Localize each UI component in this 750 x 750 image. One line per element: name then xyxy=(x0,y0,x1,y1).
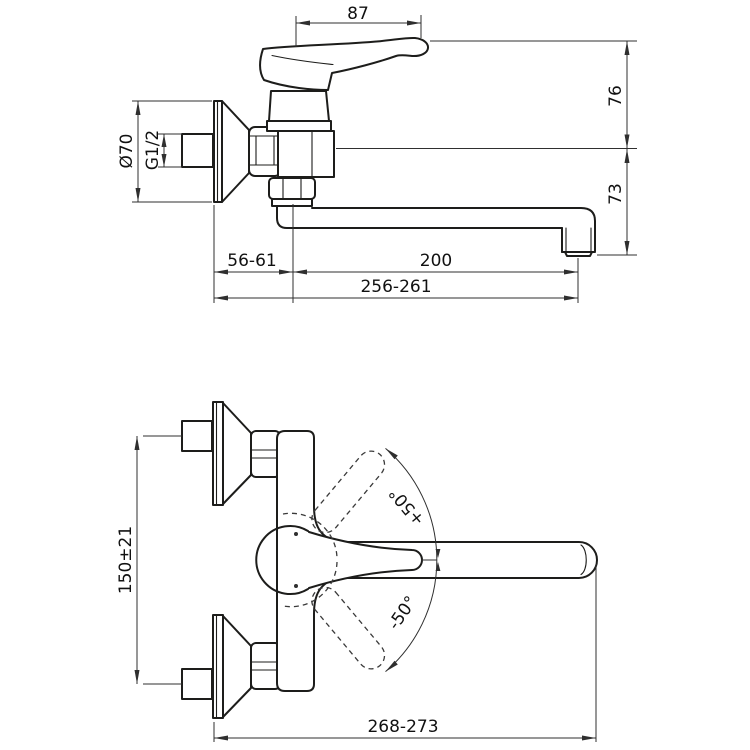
arrowhead xyxy=(293,270,307,275)
eccentric-nut xyxy=(251,431,280,477)
arrowhead xyxy=(135,670,140,684)
dome-dot xyxy=(294,532,298,536)
dim-200-label: 200 xyxy=(419,251,453,271)
side-body xyxy=(278,131,334,177)
dim-76-label: 76 xyxy=(606,85,626,107)
dim-plus50-label: +50° xyxy=(385,482,430,530)
side-spout xyxy=(277,206,595,256)
nut-body xyxy=(249,127,281,176)
arrowhead xyxy=(214,296,228,301)
nut-body xyxy=(269,178,315,199)
arrowhead xyxy=(386,448,398,459)
side-wall-nut xyxy=(249,127,281,176)
side-neck xyxy=(269,91,329,121)
dim-minus50-label: -50° xyxy=(384,592,422,634)
dashed-lever-up xyxy=(306,446,390,538)
arrowhead xyxy=(625,41,630,55)
dashed-lever-down xyxy=(306,582,390,674)
arrowhead xyxy=(296,21,310,26)
arrowhead xyxy=(625,149,630,163)
arrowhead xyxy=(386,661,398,672)
arrowhead xyxy=(407,21,421,26)
front-lever xyxy=(309,532,422,588)
side-spout-nut xyxy=(269,178,315,199)
dim-connection-thread xyxy=(143,130,182,171)
spout-bottom-edge xyxy=(277,206,562,228)
arrowhead xyxy=(625,135,630,149)
eccentric-nut xyxy=(251,643,280,689)
inlet-nipple xyxy=(182,421,212,451)
arrowhead xyxy=(214,736,228,741)
spout-top-edge xyxy=(312,208,595,251)
dim-projections xyxy=(214,204,578,303)
arrowhead xyxy=(214,270,228,275)
arrowhead xyxy=(279,270,293,275)
side-spout-flange xyxy=(272,199,312,206)
lever-fill xyxy=(309,532,422,588)
front-bottom-inlet xyxy=(182,615,280,718)
escutcheon-flange xyxy=(213,402,223,505)
dim-150-label: 150±21 xyxy=(116,525,136,595)
side-escutcheon xyxy=(214,101,249,202)
dim-56-61-label: 56-61 xyxy=(227,251,277,271)
arrowhead xyxy=(135,436,140,450)
arrowhead xyxy=(136,101,141,115)
side-inlet-nipple xyxy=(182,134,213,167)
arrowhead xyxy=(582,736,596,741)
arrowhead xyxy=(564,296,578,301)
dim-256-261-label: 256-261 xyxy=(360,277,432,297)
inlet-nipple xyxy=(182,669,212,699)
side-aerator xyxy=(562,228,595,256)
dome-dot xyxy=(294,584,298,588)
side-view xyxy=(117,4,637,303)
dim-g12-label: G1/2 xyxy=(143,129,163,171)
escutcheon-cone xyxy=(223,403,251,504)
arrowhead xyxy=(625,241,630,255)
escutcheon-cone xyxy=(222,101,249,202)
handle-silhouette xyxy=(260,38,428,90)
dim-heights xyxy=(336,41,637,255)
dim-dia70-label: Ø70 xyxy=(117,133,137,169)
dim-inlet-distance xyxy=(116,436,182,684)
dim-268-273-label: 268-273 xyxy=(367,717,439,737)
front-top-inlet xyxy=(182,402,280,505)
escutcheon-cone xyxy=(223,616,251,717)
arrowhead xyxy=(564,270,578,275)
dim-73-label: 73 xyxy=(606,183,626,205)
escutcheon-flange xyxy=(213,615,223,718)
arrowhead xyxy=(136,188,141,202)
front-view xyxy=(116,402,597,742)
side-cartridge-ring xyxy=(267,121,331,131)
side-lever-handle xyxy=(260,38,428,90)
dim-87-label: 87 xyxy=(347,4,369,24)
